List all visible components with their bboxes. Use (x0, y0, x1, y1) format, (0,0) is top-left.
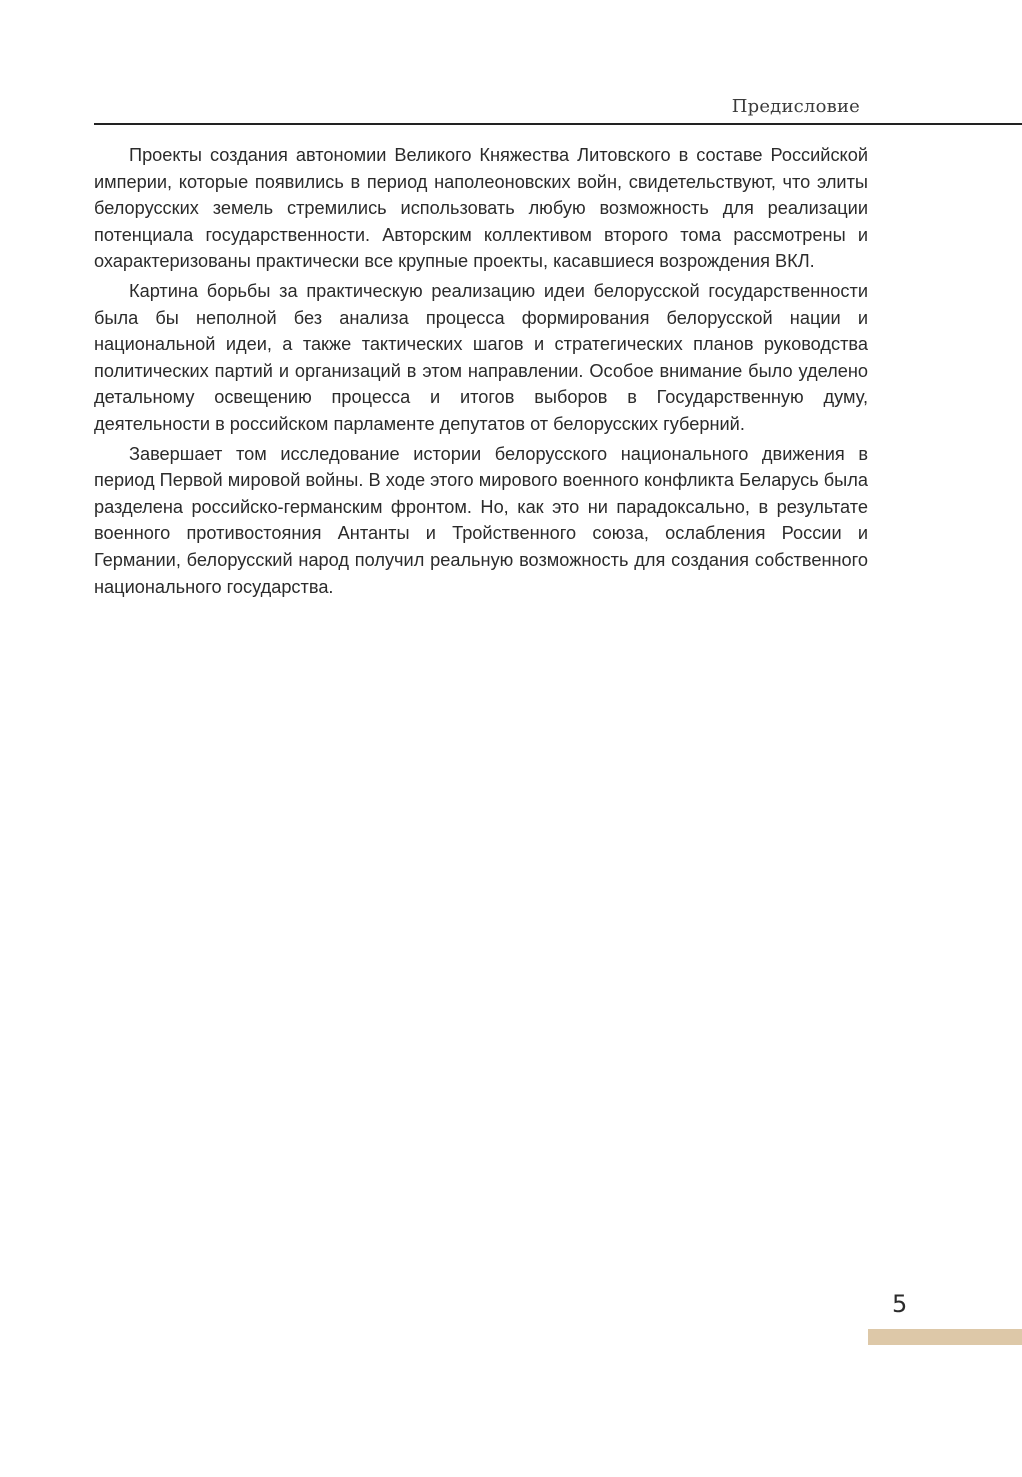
body-text (94, 142, 868, 603)
paragraph-3: Завершает том исследование истории белорусского национального движения в период Первой мировой войны. В ходе этого мирового военного конфликта Беларусь была разделена российско-германским фронтом. Но, как это ни парадоксально, в результате военного противостояния Антанты и Тройственного союза, ослабления России и Германии, белорусский народ получил реальную возможность для создания собственного национального государства. (94, 443, 868, 597)
paragraph-1: Проекты создания автономии Великого Княжества Литовского в составе Российской империи, которые появились в период наполеоновских войн, свидетельствуют, что элиты белорусских земель стремились использовать любую возможность для реализации потенциала государственности. Авторским коллективом второго тома рассмотрены и охарактеризованы практически все крупные проекты, касавшиеся возрождения ВКЛ. (94, 145, 868, 272)
header-rule (94, 123, 1022, 125)
page-number: 5 (892, 1290, 908, 1318)
page-tab-bar (868, 1329, 1022, 1345)
running-title: Предисловие (731, 96, 860, 117)
paragraph-2: Картина борьбы за практическую реализацию идеи белорусской государственности была бы неполной без анализа процесса формирования белорусской нации и национальной идеи, а также тактических шагов и стратегических планов руководства политических партий и организаций в этом направлении. Особое внимание было уделено детальному освещению процесса и итогов выборов в Государственную думу, деятельности в российском парламенте депутатов от белорусских губерний. (94, 280, 868, 434)
